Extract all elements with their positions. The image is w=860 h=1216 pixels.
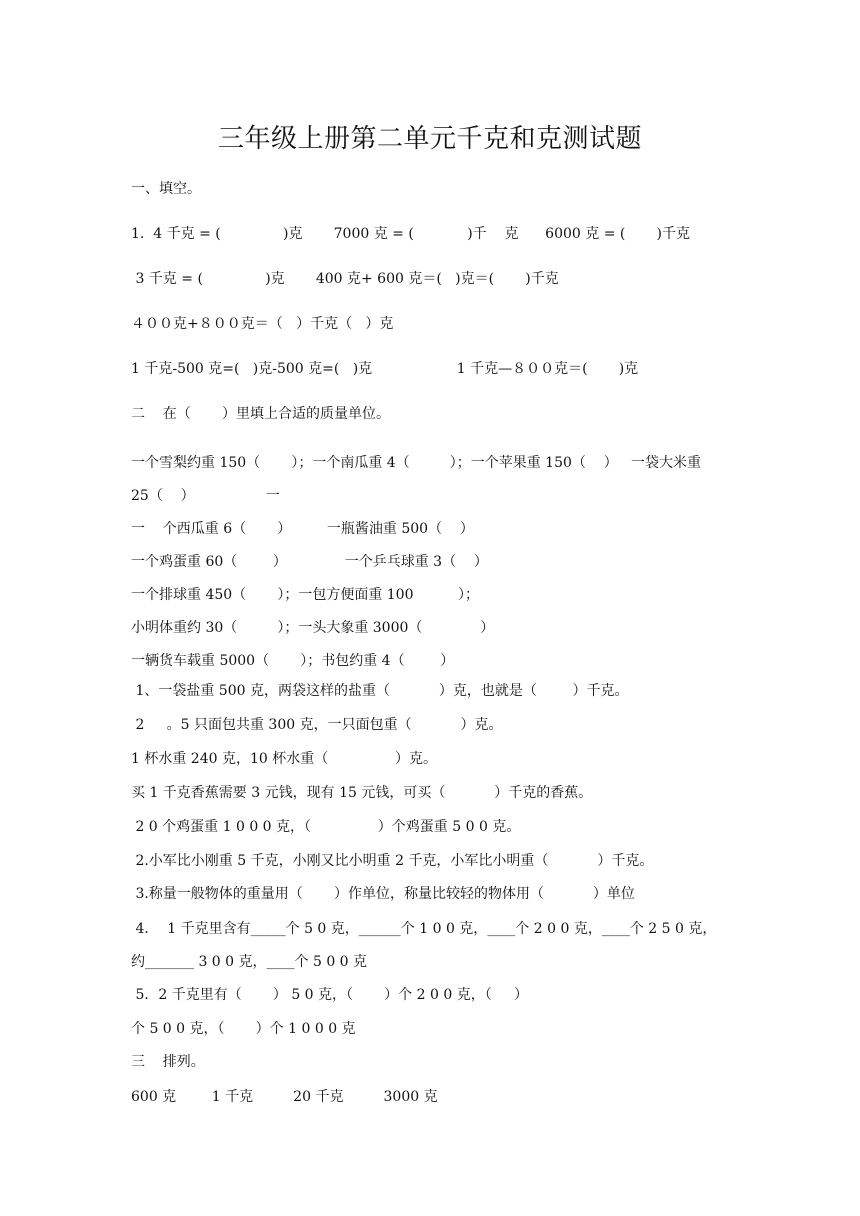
question-line: 1 千克-500 克=( )克-500 克=( )克 1 千克—８００克＝( )克 [131,361,639,377]
document-title: 三年级上册第二单元千克和克测试题 [217,124,642,154]
question-line: 一个雪梨约重 150（ ）；一个南瓜重 4（ ）；一个苹果重 150（ ） 一袋大米重 [131,455,702,471]
question-line: 3.称量一般物体的重量用（ ）作单位，称量比较轻的物体用（ ）单位 [131,886,635,902]
question-line: 25（ ） 一 [131,488,280,504]
section-3-heading: 三 排列。 [131,1054,205,1070]
question-line: 一 个西瓜重 6（ ） 一瓶酱油重 500（ ） [131,521,474,537]
section-2-heading: 二 在（ ）里填上合适的质量单位。 [131,406,390,422]
question-line: 一个排球重 450（ ）；一包方便面重 100 ）； [131,587,479,603]
question-line: ４００克+８００克＝（ ）千克（ ）克 [131,316,394,332]
question-line: 600 克 1 千克 20 千克 3000 克 [131,1089,438,1105]
question-line: 个 5 0 0 克，（ ）个 1 0 0 0 克 [131,1021,356,1037]
question-line: 1 杯水重 240 克，10 杯水重（ ）克。 [131,751,437,767]
question-line: 一辆货车载重 5000（ ）；书包约重 4（ ） [131,653,455,669]
question-line: 小明体重约 30（ ）；一头大象重 3000（ ） [131,620,495,636]
question-line: 3 千克 = ( )克 400 克+ 600 克＝( )克＝( )千克 [131,271,559,287]
question-line: 约_______ 3 0 0 克，____个 5 0 0 克 [131,954,368,970]
section-1-heading: 一、填空。 [131,181,201,197]
question-line: 4． 1 千克里含有_____个 5 0 克，______个 1 0 0 克，____个 2 0 0 克，____个 2 5 0 克， [131,921,717,937]
question-line: 2 。5 只面包共重 300 克，一只面包重（ ）克。 [131,717,503,733]
question-line: 1. 4 千克 = ( )克 7000 克 = ( )千 克 6000 克 = ( )千克 [131,226,690,242]
question-line: 5．2 千克里有（ ） 5 0 克，（ ）个 2 0 0 克，（ ） [131,987,528,1003]
question-line: 2 0 个鸡蛋重 1 0 0 0 克，（ ）个鸡蛋重 5 0 0 克。 [131,819,521,835]
question-line: 买 1 千克香蕉需要 3 元钱，现有 15 元钱，可买（ ）千克的香蕉。 [131,785,593,801]
question-line: 1、一袋盐重 500 克，两袋这样的盐重（ ）克，也就是（ ）千克。 [131,683,629,699]
question-line: 2.小军比小刚重 5 千克，小刚又比小明重 2 千克，小军比小明重（ ）千克。 [131,853,654,869]
question-line: 一个鸡蛋重 60（ ） 一个乒乓球重 3（ ） [131,554,488,570]
